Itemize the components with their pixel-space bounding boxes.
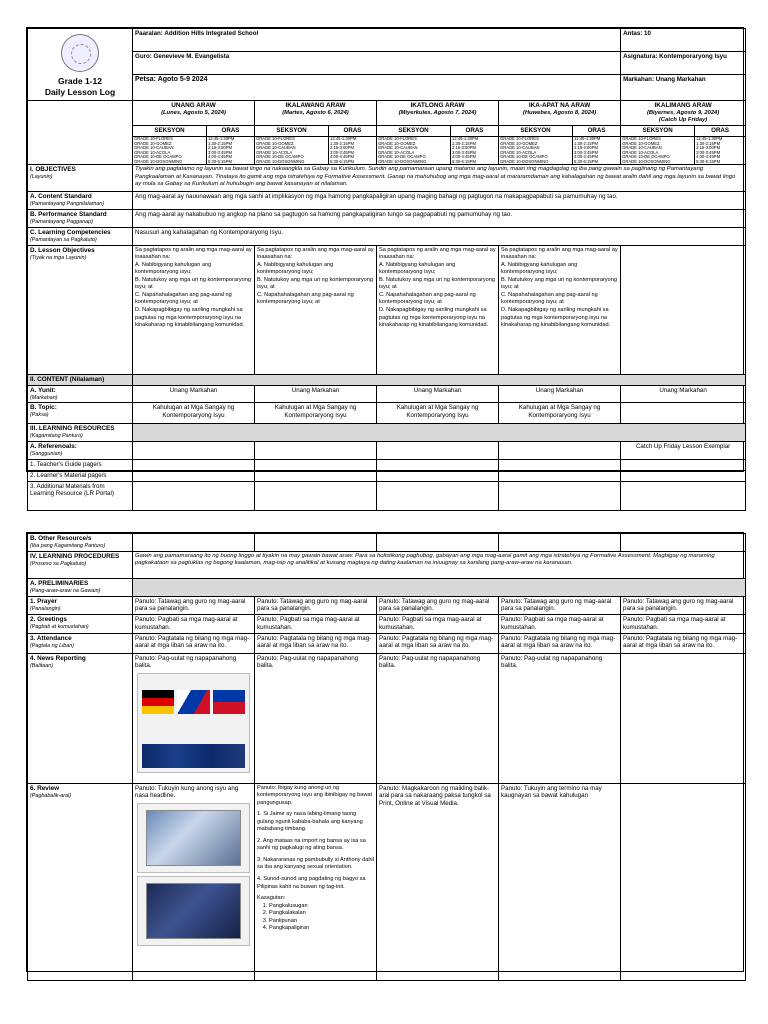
day-4-unit: Unang Markahan — [499, 385, 621, 403]
additional-materials-label: 3. Additional Materials from Learning Resource (LR Portal) — [28, 481, 133, 510]
references-label: A. Referenoals: (Sanggunian) — [28, 442, 133, 460]
day-4-greetings: Panuto: Pagbati sa mga mag-aaral at kumustahan. — [499, 615, 621, 634]
unit-label: A. Yunit: (Markahan) — [28, 385, 133, 403]
schedule-times: 12:45-1:30PM 1:30-2:15PM 2:15-3:00PM 3:00-3:45PM 4:00-4:45PM 5:30-6:15PM — [573, 137, 621, 165]
subject: Asignatura: Kontemporaryong Isyu — [621, 52, 746, 75]
objectives-text: Tiyakin ang pagtatamo ng layunin sa bawat lingo na nakaangkla sa Gabay sa Kurikulum. Sundin ang pamamaraan upang matamo ang layunin, maari ring magdagdag ng iba pang gawain sa paglinang ng Pamantayang Pangkaalaman at Kasanayan. Tinataya ito gamit ang mga istratehiya ng Formative Assessment. Ganap na mahuhubog ang mga mag-aaral at mararamdaman ang kahalagahan ng bawat aralin dahil ang mga layunin sa bawat lingo ay mula sa Gabay sa Kurikulum at huhubugin ang bawat kasanayan at nilalaman. — [133, 165, 746, 192]
lesson-log-page-1 — [26, 27, 744, 498]
day-1-topic: Kahulugan at Mga Sangay ng Kontemporaryong Isyu — [133, 403, 255, 424]
col-time: ORAS — [329, 126, 377, 137]
day-4-prayer: Panuto: Tatawag ang guro ng mag-aaral para sa panalangin. — [499, 596, 621, 615]
flags-image — [142, 690, 245, 714]
day-5-unit: Unang Markahan — [621, 385, 746, 403]
prayer-label: 1. Prayer (Panalangin) — [28, 596, 133, 615]
content-standard-label: A. Content Standard (Pamantayang Pangnilalaman) — [28, 192, 133, 210]
day-4-attendance: Panuto: Pagtatala ng bilang ng mga mag-aaral at mga liban sa araw na ito. — [499, 633, 621, 653]
day-2-attendance: Panuto: Pagtatala ng bilang ng mga mag-aaral at mga liban sa araw na ito. — [255, 633, 377, 653]
day-4-objectives: Sa pagtatapos ng aralin ang mga mag-aaral ay inaasahan na: A. Nabibigyang kahulugan ang kontemporaryong isyu; B. Natutukoy ang mga uri ng kontemporaryong isyu; at C. Napahahalagahan ang pag-aaral ng kontemporaryong isyu; at D. Nakapagbibigay ng sariling mungkahi sa pagtutas ng mga kontemporaryong isyu na kinakaharap ng kinabibilangang komunidad. — [499, 245, 621, 374]
col-section: SEKSYON — [499, 126, 573, 137]
day-5-attendance: Panuto: Pagtatala ng bilang ng mga mag-aaral at mga liban sa araw na ito. — [621, 633, 746, 653]
procedures-table — [27, 533, 746, 981]
news-photo-image — [137, 673, 250, 773]
resources-label: III. LEARNING RESOURCES (Kagamitang Panturo) — [28, 424, 133, 442]
day-1-news: Panuto: Pag-uulat ng napapanahong balita. — [133, 653, 255, 783]
day-5-reference: Catch Up Friday Lesson Exemplar — [621, 442, 746, 460]
other-resources-label: B. Other Resource/s (Iba pang Kagamitang Panturo) — [28, 534, 133, 552]
day-1-header: UNANG ARAW (Lunes, Agosto 5, 2024) — [133, 100, 255, 125]
day-1-objectives: Sa pagtatapos ng aralin ang mga mag-aaral ay inaasahan na: A. Nabibigyang kahulugan ang kontemporaryong isyu; B. Natutukoy ang mga uri ng kontemporaryong isyu; at C. Napahahalagahan ang pag-aaral ng kontemporaryong isyu; at D. Nakapagbibigay ng sariling mungkahi sa pagtutas ng mga kontemporaryong isyu na kinakaharap ng kinabibilangang komunidad. — [133, 245, 255, 374]
deped-seal-icon — [61, 34, 99, 72]
col-section: SEKSYON — [255, 126, 329, 137]
day-2-unit: Unang Markahan — [255, 385, 377, 403]
grade-level: Antas: 10 — [621, 29, 746, 52]
day-4-review: Panuto: Tukuyin ang termino na may kaugnayan sa bawat kahulugan — [499, 783, 621, 980]
topic-label: B. Topic: (Paksa) — [28, 403, 133, 424]
crowd-image — [142, 744, 245, 768]
day-2-greetings: Panuto: Pagbati sa mga mag-aaral at kumustahan. — [255, 615, 377, 634]
review-label: 6. Review (Pagbabalik-aral) — [28, 783, 133, 980]
day-2-topic: Kahulugan at Mga Sangay ng Kontemporaryong Isyu — [255, 403, 377, 424]
day-3-header: IKATLONG ARAW (Miyerkules, Agosto 7, 2024) — [377, 100, 499, 125]
day-5-greetings: Panuto: Pagbati sa mga mag-aaral at kumustahan. — [621, 615, 746, 634]
lesson-log-table — [27, 28, 746, 511]
day-5-objectives — [621, 245, 746, 374]
headline-image-1 — [137, 803, 250, 873]
day-3-attendance: Panuto: Pagtatala ng bilang ng mga mag-aaral at mga liban sa araw na ito. — [377, 633, 499, 653]
col-time: ORAS — [695, 126, 746, 137]
day-4-header: IKA-APAT NA ARAW (Huwebes, Agosto 8, 2024) — [499, 100, 621, 125]
day-1-attendance: Panuto: Pagtatala ng bilang ng mga mag-aaral at mga liban sa araw na ito. — [133, 633, 255, 653]
day-1-unit: Unang Markahan — [133, 385, 255, 403]
schedule-sections: GRADE 10-FLORES GRADE 10-GOMEZ GRADE 10-CAUBAN GRADE 10-ACOLA GRADE 10-DE OCAMPO GRADE 10-DOSONMING — [255, 137, 329, 165]
news-label: 4. News Reporting (Balitaan) — [28, 653, 133, 783]
header-logo-cell — [28, 29, 133, 101]
attendance-label: 3. Attendance (Pagtala ng Liban) — [28, 633, 133, 653]
day-3-objectives: Sa pagtatapos ng aralin ang mga mag-aaral ay inaasahan na: A. Nabibigyang kahulugan ang kontemporaryong isyu; B. Natutukoy ang mga uri ng kontemporaryong isyu; at C. Napahahalagahan ang pag-aaral ng kontemporaryong isyu; at D. Nakapagbibigay ng sariling mungkahi sa pagtutas ng mga kontemporaryong isyu na kinakaharap ng kinabibilangang komunidad. — [377, 245, 499, 374]
headline-image-2 — [137, 876, 250, 946]
preliminaries-band — [133, 578, 746, 596]
content-label: II. CONTENT (Nilalaman) — [28, 374, 133, 385]
day-2-prayer: Panuto: Tatawag ang guro ng mag-aaral para sa panalangin. — [255, 596, 377, 615]
day-2-header: IKALAWANG ARAW (Martes, Agosto 6, 2024) — [255, 100, 377, 125]
schedule-times: 12:45-1:30PM 1:30-2:15PM 2:15-3:00PM 3:00-3:45PM 4:00-4:45PM 5:30-6:15PM — [451, 137, 499, 165]
day-5-header: IKALIMANG ARAW (Biyernes, Agosto 9, 2024) (Catch Up Friday) — [621, 100, 746, 125]
day-3-unit: Unang Markahan — [377, 385, 499, 403]
spacer-cell — [28, 100, 133, 164]
procedures-text: Gawin ang pamamaraang ito ng buong linggo at tiyakin na may gawain bawat araw. Para sa holistikong paghubog, gabayan ang mga mag-aaral gamit ang mga istratehiya ng Formative Assessment. Magbigay ng maraming pagkakataon sa pagtuklas ng bagong kaalaman, mag-isip ng analitikal at kusang magtaya ng dating kaalaman na iniuugnay sa kanilang pang-araw-araw na karanasan. — [133, 551, 746, 578]
teacher-guide-label: 1. Teacher's Guide page/s — [28, 460, 133, 471]
schedule-sections: GRADE 10-FLORES GRADE 10-GOMEZ GRADE 10-CAUBAN GRADE 10-ACOLA GRADE 10-DE OCAMPO GRADE 10-DOSONMING — [133, 137, 207, 165]
schedule-sections: GRADE 10-FLORES GRADE 10-GOMEZ GRADE 10-CAUBAN GRADE 10-ACOLA GRADE 10-DE OCAMPO GRADE 10-DOSONMING — [621, 137, 695, 165]
day-5-topic — [621, 403, 746, 424]
lesson-log-page-2 — [26, 532, 744, 972]
day-3-news: Panuto: Pag-uulat ng napapanahong balita. — [377, 653, 499, 783]
schedule-times: 12:45-1:30PM 1:30-2:15PM 2:15-3:00PM 3:00-3:45PM 4:00-4:45PM 5:30-6:15PM — [329, 137, 377, 165]
quarter: Markahan: Unang Markahan — [621, 75, 746, 101]
day-1-prayer: Panuto: Tatawag ang guro ng mag-aaral para sa panalangin. — [133, 596, 255, 615]
day-3-prayer: Panuto: Tatawag ang guro ng mag-aaral para sa panalangin. — [377, 596, 499, 615]
resources-band — [133, 424, 746, 442]
day-2-news: Panuto: Pag-uulat ng napapanahong balita. — [255, 653, 377, 783]
learner-material-label: 2. Learner's Material page/s — [28, 470, 133, 481]
performance-standard-label: B. Performance Standard (Pamantayang Pagganap) — [28, 210, 133, 228]
schedule-sections: GRADE 10-FLORES GRADE 10-GOMEZ GRADE 10-CAUBAN GRADE 10-ACOLA GRADE 10-DE OCAMPO GRADE 10-DOSONMING — [499, 137, 573, 165]
col-section: SEKSYON — [133, 126, 207, 137]
day-3-review: Panuto: Magkakaroon ng maikling balik-aral para sa nakaraang paksa tungkol sa Print, Online at Visual Media. — [377, 783, 499, 980]
col-section: SEKSYON — [621, 126, 695, 137]
schedule-sections: GRADE 10-FLORES GRADE 10-GOMEZ GRADE 10-CAUBAN GRADE 10-ACOLA GRADE 10-DE OCAMPO GRADE 10-DOSONMING — [377, 137, 451, 165]
day-5-prayer: Panuto: Tatawag ang guro ng mag-aaral para sa panalangin. — [621, 596, 746, 615]
competencies-text: Nasusuri ang kahalagahan ng Kontemporaryong Isyu. — [133, 227, 746, 245]
school-name: Paaralan: Addition Hills Integrated School — [133, 29, 621, 52]
log-title: Daily Lesson Log — [44, 87, 116, 98]
day-4-news: Panuto: Pag-uulat ng napapanahong balita. — [499, 653, 621, 783]
performance-standard-text: Ang mag-aaral ay nakabubuo ng angkop na plano sa pagtugon sa hamong pangkapaligiran tungo sa pagpapabuti ng pamumuhay ng tao. — [133, 210, 746, 228]
day-2-objectives: Sa pagtatapos ng aralin ang mga mag-aaral ay inaasahan na: A. Nabibigyang kahulugan ang kontemporaryong isyu; B. Natutukoy ang mga uri ng kontemporaryong isyu; at C. Napahahalagahan ang pag-aaral ng kontemporaryong isyu; at — [255, 245, 377, 374]
col-time: ORAS — [573, 126, 621, 137]
day-1-greetings: Panuto: Pagbati sa mga mag-aaral at kumustahan. — [133, 615, 255, 634]
competencies-label: C. Learning Competencies (Pamantayan sa Pagkatuto) — [28, 227, 133, 245]
schedule-times: 12:45-1:30PM 1:30-2:15PM 2:15-3:00PM 3:00-3:45PM 4:00-4:45PM 5:30-6:15PM — [695, 137, 746, 165]
preliminaries-label: A. PRELIMINARIES (Pang-araw-araw na Gawain) — [28, 578, 133, 596]
day-1-review: Panuto: Tukuyin kung anong isyu ang nasa headline. — [133, 783, 255, 980]
day-3-topic: Kahulugan at Mga Sangay ng Kontemporaryong Isyu — [377, 403, 499, 424]
col-section: SEKSYON — [377, 126, 451, 137]
grade-title: Grade 1-12 — [58, 76, 102, 86]
teacher-name: Guro: Genevieve M. Evangelista — [133, 52, 621, 75]
content-band — [133, 374, 746, 385]
day-2-review: Panuto: Ibigay kung anong uri ng kontemporaryong isyu ang ibinibigay ng bawat pangungusap. 1. Si Jaime ay nasa labing-limang taong gulang ngunit kababa-bahala ang kanyang mababang timbang. 2. Ang mataas na import ng bansa ay isa sa sanhi ng pagkalugi ng ating bansa. 3. Nakararanas ng pambubully si Anthony dahil sa iba ang kanyang sexual orientation. 4. Sunod-sunod ang pagdating ng bagyo sa Pilipinas kahit na buwan ng tag-init. Kasagutan: 1. Pangkalusugan 2. Pangkalakalan 3. Panlipunan 4. Pangkapaligiran — [255, 783, 377, 980]
day-3-greetings: Panuto: Pagbati sa mga mag-aaral at kumustahan. — [377, 615, 499, 634]
objectives-label: I. OBJECTIVES (Layunin) — [28, 165, 133, 192]
content-standard-text: Ang mag-aaral ay nauunawaan ang mga sanhi at implikasyon ng mga hamong pangkapaligiran upang maging bahagi ng pagtugon na makapagpapabuti sa pamumuhay ng tao. — [133, 192, 746, 210]
col-time: ORAS — [207, 126, 255, 137]
lesson-objectives-label: D. Lesson Objectives (Tiyak na mga Layunin) — [28, 245, 133, 374]
schedule-times: 12:45-1:30PM 1:30-2:15PM 2:15-3:00PM 3:00-3:45PM 4:00-4:45PM 5:30-6:15PM — [207, 137, 255, 165]
greetings-label: 2. Greetings (Pagbati at kumustahan) — [28, 615, 133, 634]
procedures-label: IV. LEARNING PROCEDURES (Proseso sa Pagkatuto) — [28, 551, 133, 578]
lesson-date: Petsa: Agoto 5-9 2024 — [133, 75, 621, 101]
day-4-topic: Kahulugan at Mga Sangay ng Kontemporaryong Isyu — [499, 403, 621, 424]
col-time: ORAS — [451, 126, 499, 137]
